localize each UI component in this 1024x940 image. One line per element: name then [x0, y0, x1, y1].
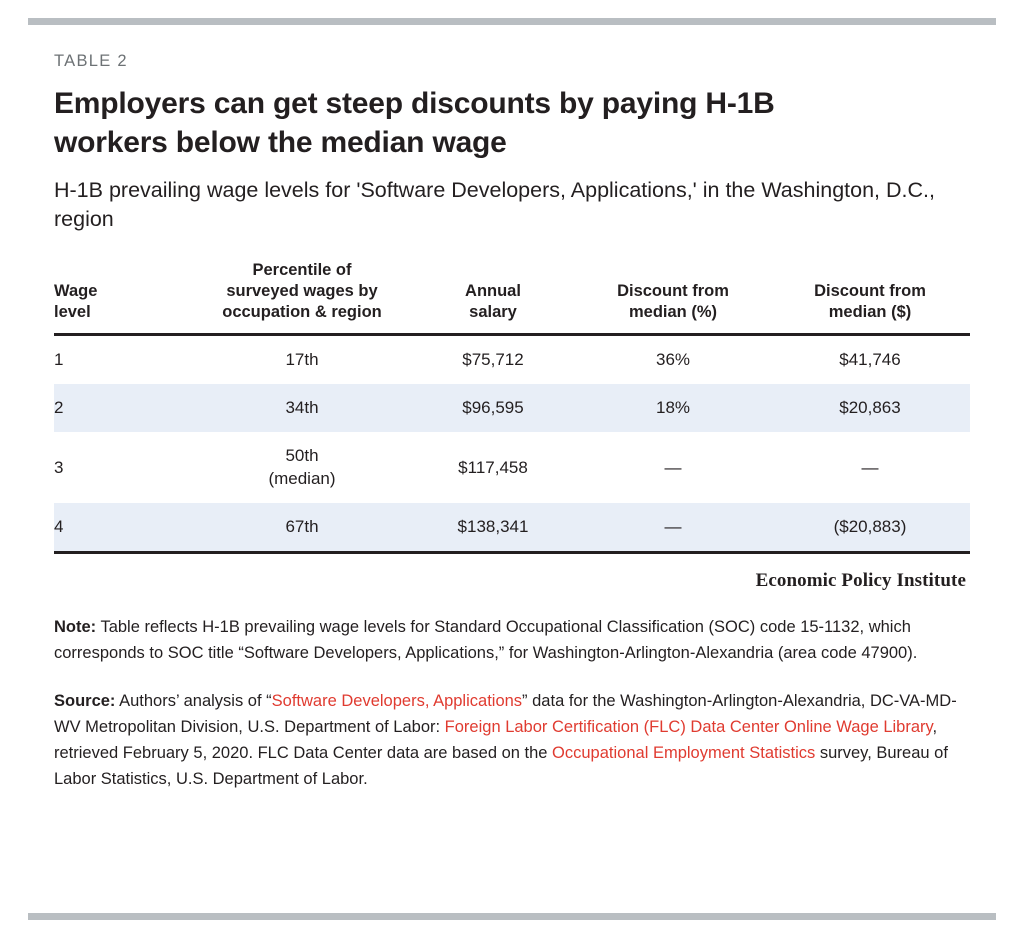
column-header-percentile-line2: surveyed wages by — [226, 282, 378, 301]
cell-percentile — [194, 432, 410, 502]
note-paragraph — [54, 614, 970, 666]
cell-percentile-line1: 50th — [285, 446, 319, 466]
table-header-row — [54, 260, 970, 334]
cell-percentile — [194, 503, 410, 553]
top-divider — [28, 18, 996, 25]
source-link-oes[interactable]: Occupational Employment Statistics — [552, 743, 816, 762]
column-header-discount-dollars — [770, 260, 970, 334]
column-header-annual-salary-line1: Annual — [465, 282, 521, 301]
bottom-divider — [28, 913, 996, 920]
cell-discount-percent: 18% — [576, 384, 770, 432]
note-label: Note: — [54, 617, 97, 636]
cell-annual-salary: $75,712 — [462, 350, 524, 370]
column-header-annual-salary-line2: salary — [469, 303, 517, 322]
note-text: Table reflects H-1B prevailing wage levels for Standard Occupational Classification (SOC) code 15-1132, which corresponds to SOC title “Software Developers, Applications,” for Washington-Arlington-Alexandria (area code 47900). — [54, 617, 918, 662]
table-row — [54, 503, 970, 553]
column-header-wage-level-line2: level — [54, 303, 91, 322]
source-link-flc-data-center[interactable]: Foreign Labor Certification (FLC) Data Center Online Wage Library — [444, 717, 933, 736]
column-header-wage-level-line1: Wage — [54, 282, 98, 301]
column-header-annual-salary — [410, 260, 576, 334]
column-header-percentile-line1: Percentile of — [252, 261, 352, 280]
table-row — [54, 384, 970, 432]
cell-percentile-line2: (median) — [268, 468, 336, 488]
table-row — [54, 335, 970, 385]
column-header-percentile — [194, 260, 410, 334]
source-text-part1: Authors’ analysis of “ — [115, 691, 272, 710]
cell-wage-level: 2 — [54, 384, 194, 432]
cell-wage-level: 3 — [54, 457, 64, 477]
column-header-wage-level — [54, 260, 194, 334]
cell-discount-percent: — — [576, 503, 770, 553]
cell-wage-level: 1 — [54, 350, 64, 370]
cell-percentile-line1: 34th — [285, 398, 319, 418]
cell-percentile-line1: 67th — [285, 516, 319, 536]
source-text-part3: , retrieved February 5, 2020. FLC Data Center data are based on the — [54, 717, 938, 762]
cell-percentile — [194, 335, 410, 385]
table-row — [54, 432, 970, 502]
cell-discount-percent: 36% — [655, 350, 691, 370]
source-link-occupation[interactable]: Software Developers, Applications — [271, 691, 523, 710]
cell-annual-salary: $117,458 — [458, 457, 528, 477]
source-paragraph — [54, 688, 970, 792]
cell-wage-level: 4 — [54, 503, 194, 553]
page-subtitle: H-1B prevailing wage levels for 'Software Developers, Applications,' in the Washington, D.C., region — [54, 178, 935, 232]
table-body — [54, 335, 970, 552]
page-title: Employers can get steep discounts by paying H-1B workers below the median wage — [54, 87, 775, 159]
cell-percentile — [194, 384, 410, 432]
source-label: Source: — [54, 691, 116, 710]
table-figure — [54, 52, 970, 792]
cell-discount-dollars: $41,746 — [839, 350, 901, 370]
column-header-percentile-line3: occupation & region — [222, 303, 382, 322]
cell-discount-percent: — — [664, 457, 682, 477]
column-header-discount-dollars-line2: median ($) — [828, 303, 912, 322]
table-header — [54, 260, 970, 334]
column-header-discount-percent-line2: median (%) — [628, 303, 717, 322]
cell-annual-salary: $96,595 — [410, 384, 576, 432]
source-text-part4: survey, Bureau of Labor Statistics, U.S. Department of Labor. — [54, 743, 948, 789]
cell-discount-dollars: ($20,883) — [770, 503, 970, 553]
cell-discount-dollars: $20,863 — [770, 384, 970, 432]
column-header-discount-dollars-line1: Discount from — [814, 282, 926, 301]
source-text-part2: ” data for the Washington-Arlington-Alexandria, DC-VA-MD-WV Metropolitan Division, U.S. Department of Labor: — [54, 691, 957, 736]
wage-levels-table — [54, 260, 970, 553]
cell-percentile-line1: 17th — [285, 350, 319, 370]
column-header-discount-percent — [576, 260, 770, 334]
attribution-logo: Economic Policy Institute — [755, 569, 966, 591]
column-header-discount-percent-line1: Discount from — [617, 282, 729, 301]
cell-annual-salary: $138,341 — [410, 503, 576, 553]
table-number-label: TABLE 2 — [54, 52, 128, 70]
cell-discount-dollars: — — [861, 457, 879, 477]
